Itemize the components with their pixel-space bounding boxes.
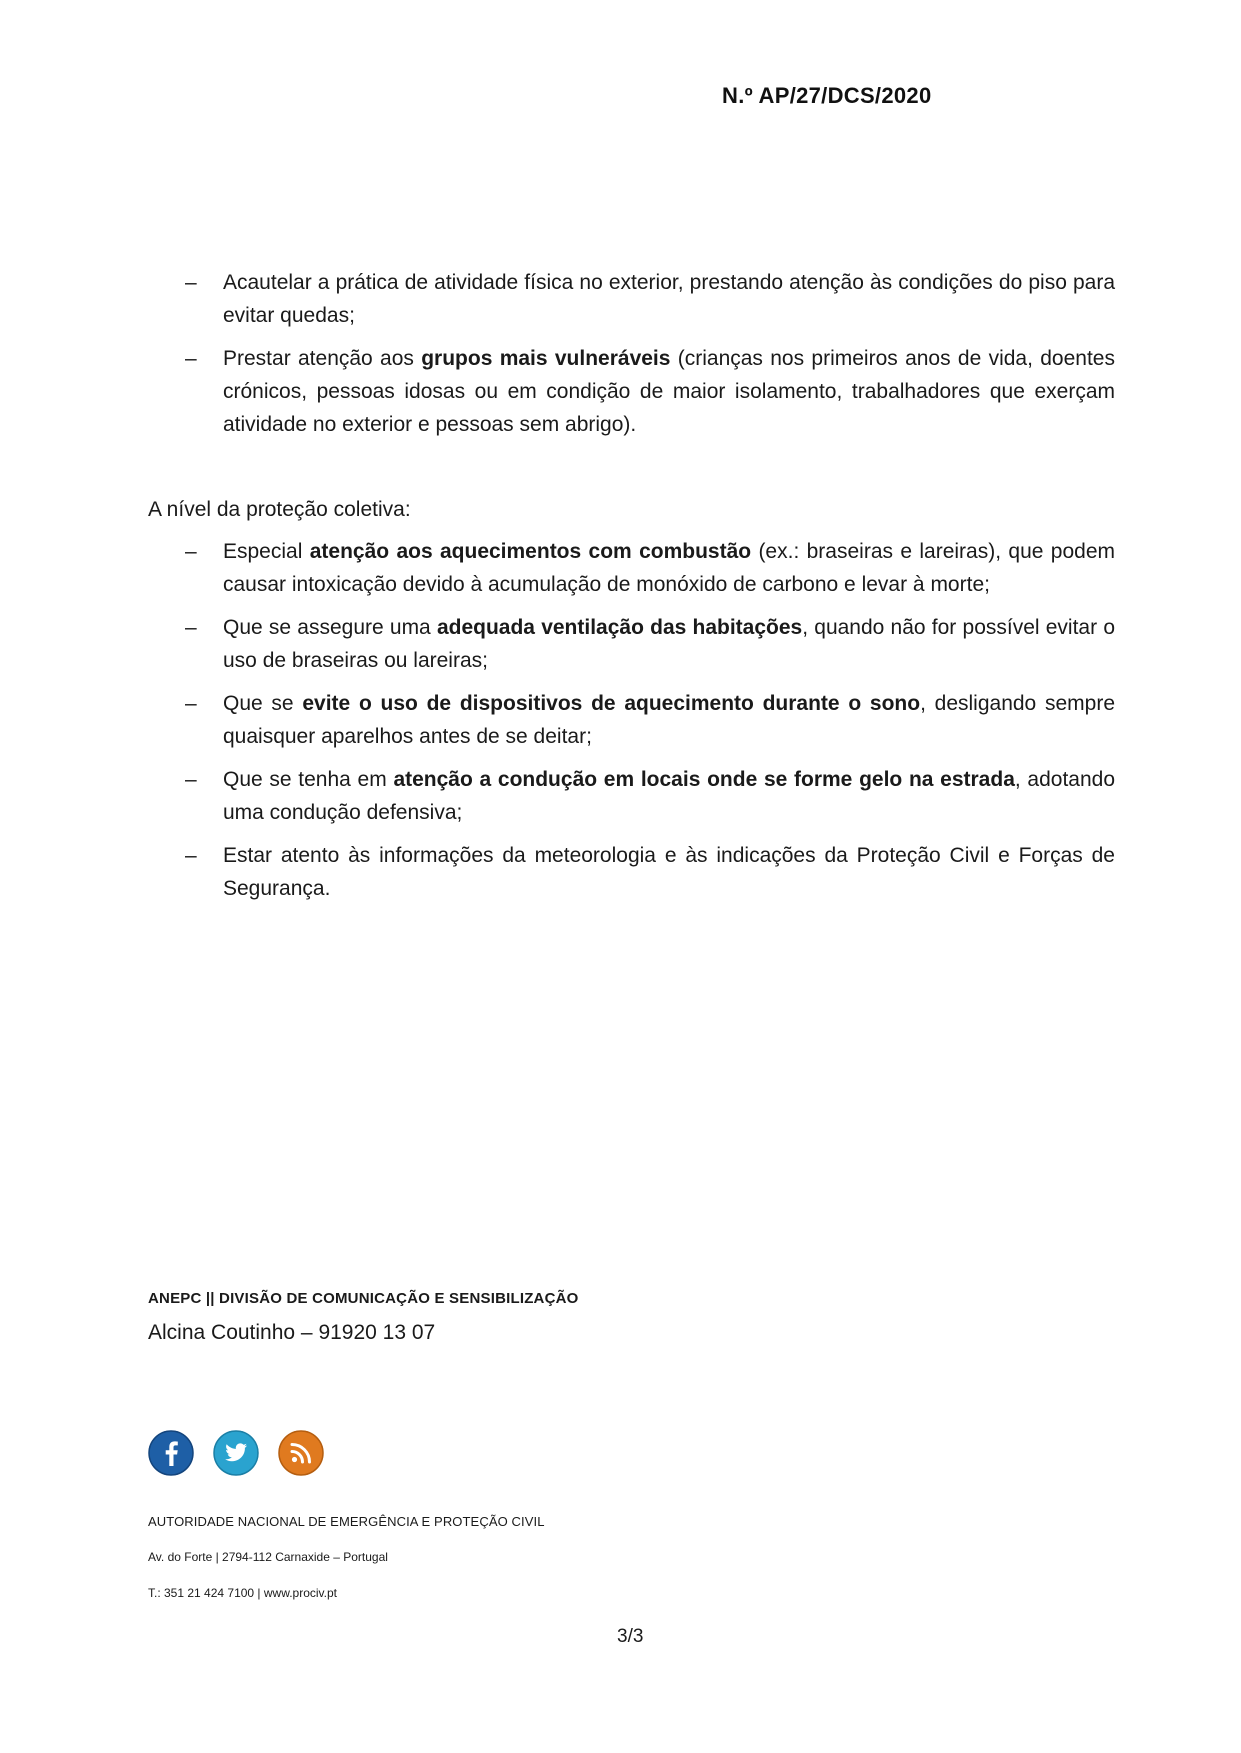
footer-organization: AUTORIDADE NACIONAL DE EMERGÊNCIA E PROTEÇÃO CIVIL bbox=[148, 1514, 545, 1529]
list-item bbox=[185, 342, 1115, 441]
bullet-dash: – bbox=[185, 768, 197, 791]
list-item bbox=[185, 611, 1115, 677]
emphasis-text: atenção a condução em locais onde se forme gelo na estrada bbox=[393, 768, 1015, 791]
collective-protection-heading: A nível da proteção coletiva: bbox=[148, 498, 411, 521]
item-text: Que se assegure uma bbox=[223, 616, 437, 639]
emphasis-text: atenção aos aquecimentos com combustão bbox=[309, 540, 752, 563]
social-links bbox=[148, 1430, 324, 1476]
bullet-dash: – bbox=[185, 347, 197, 370]
item-text: , adotando uma condução defensiva; bbox=[223, 768, 1116, 824]
item-text: , desligando sempre quaisquer aparelhos antes de se deitar; bbox=[223, 692, 1115, 748]
list-item bbox=[185, 839, 1115, 905]
list-item bbox=[185, 266, 1115, 332]
item-text: Estar atento às informações da meteorologia e às indicações da Proteção Civil e Forças de Segurança. bbox=[223, 844, 1115, 900]
item-text: , quando não for possível evitar o uso de braseiras ou lareiras; bbox=[223, 616, 1115, 672]
collective-measures-list bbox=[185, 535, 1115, 915]
page-number: 3/3 bbox=[617, 1626, 644, 1647]
bullet-dash: – bbox=[185, 540, 197, 563]
footer-contact: Alcina Coutinho – 91920 13 07 bbox=[148, 1321, 436, 1344]
item-text: Que se bbox=[223, 692, 303, 715]
document-reference: N.º AP/27/DCS/2020 bbox=[722, 83, 932, 108]
emphasis-text: adequada ventilação das habitações bbox=[436, 616, 803, 639]
item-text: Acautelar a prática de atividade física no exterior, prestando atenção às condições do piso para evitar quedas; bbox=[223, 271, 1115, 327]
item-text: Especial bbox=[223, 540, 310, 563]
bullet-dash: – bbox=[185, 844, 197, 867]
item-text: (crianças nos primeiros anos de vida, doentes crónicos, pessoas idosas ou em condição de maior isolamento, trabalhadores que exerçam atividade no exterior e pessoas sem abrigo). bbox=[223, 347, 1115, 436]
list-item bbox=[185, 763, 1115, 829]
item-text: Prestar atenção aos bbox=[223, 347, 422, 370]
facebook-link[interactable] bbox=[148, 1430, 194, 1476]
item-text: (ex.: braseiras e lareiras), que podem causar intoxicação devido à acumulação de monóxido de carbono e levar à morte; bbox=[223, 540, 1116, 596]
rss-icon bbox=[278, 1430, 324, 1476]
footer-phone-website: T.: 351 21 424 7100 | www.prociv.pt bbox=[148, 1586, 338, 1600]
list-item bbox=[185, 687, 1115, 753]
bullet-dash: – bbox=[185, 616, 197, 639]
footer-division: ANEPC || DIVISÃO DE COMUNICAÇÃO E SENSIBILIZAÇÃO bbox=[148, 1290, 579, 1307]
emphasis-text: evite o uso de dispositivos de aquecimento durante o sono bbox=[302, 692, 921, 715]
twitter-icon bbox=[213, 1430, 259, 1476]
bullet-dash: – bbox=[185, 271, 197, 294]
item-text: Que se tenha em bbox=[223, 768, 394, 791]
bullet-dash: – bbox=[185, 692, 197, 715]
individual-measures-list bbox=[185, 266, 1115, 451]
list-item bbox=[185, 535, 1115, 601]
facebook-icon bbox=[148, 1430, 194, 1476]
footer-address: Av. do Forte | 2794-112 Carnaxide – Portugal bbox=[148, 1550, 388, 1564]
emphasis-text: grupos mais vulneráveis bbox=[421, 347, 671, 370]
twitter-link[interactable] bbox=[213, 1430, 259, 1476]
rss-link[interactable] bbox=[278, 1430, 324, 1476]
